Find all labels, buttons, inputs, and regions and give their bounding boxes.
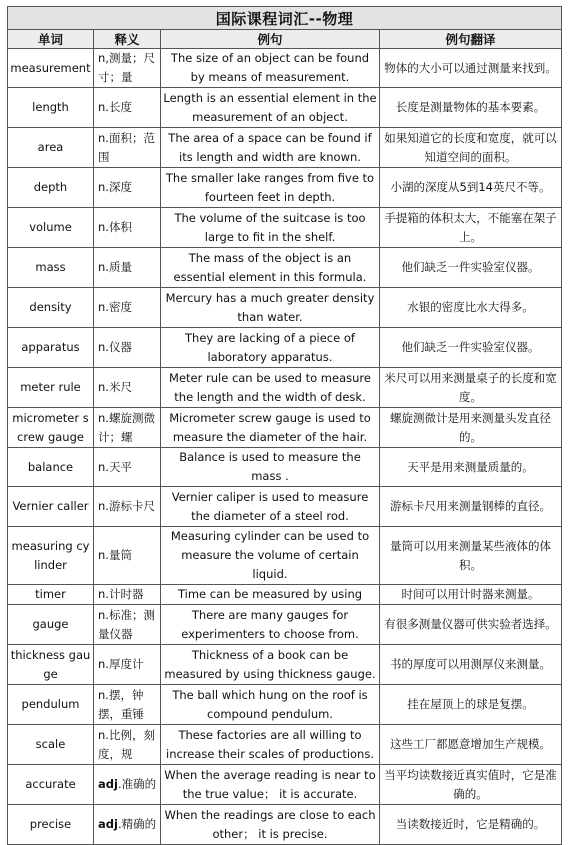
header-definition: 释义 — [94, 30, 161, 49]
word-cell: measuring cylinder — [8, 527, 94, 585]
definition-cell — [94, 128, 161, 168]
word-cell: density — [8, 288, 94, 328]
definition-cell — [94, 585, 161, 605]
sentence-cell: When the average reading is near to the true value； it is accurate. — [161, 765, 380, 805]
header-row — [8, 30, 562, 49]
definition-cell — [94, 49, 161, 88]
word-cell: mass — [8, 248, 94, 288]
part-of-speech: n — [98, 687, 106, 702]
definition-cell — [94, 448, 161, 487]
translation-cell: 米尺可以用来测量桌子的长度和宽度。 — [380, 368, 562, 408]
translation-cell: 他们缺乏一件实验室仪器。 — [380, 248, 562, 288]
translation-cell: 小湖的深度从5到14英尺不等。 — [380, 168, 562, 208]
sentence-cell: Balance is used to measure the mass . — [161, 448, 380, 487]
sentence-cell: Thickness of a book can be measured by using thickness gauge. — [161, 645, 380, 685]
translation-cell: 手提箱的体积太大，不能塞在架子上。 — [380, 208, 562, 248]
table-row — [8, 49, 562, 88]
sentence-cell: The mass of the object is an essential element in this formula. — [161, 248, 380, 288]
definition-cell — [94, 645, 161, 685]
word-cell: length — [8, 88, 94, 128]
table-row — [8, 685, 562, 725]
sentence-cell: When the readings are close to each other； it is precise. — [161, 805, 380, 845]
definition-text: .游标卡尺 — [105, 499, 155, 513]
part-of-speech: n — [98, 220, 106, 234]
table-row — [8, 645, 562, 685]
definition-text: .体积 — [105, 220, 132, 234]
table-row — [8, 288, 562, 328]
title-row — [8, 7, 562, 30]
definition-cell — [94, 408, 161, 448]
sentence-cell: The volume of the suitcase is too large to fit in the shelf. — [161, 208, 380, 248]
definition-cell — [94, 368, 161, 408]
part-of-speech: n — [98, 727, 106, 742]
table-row — [8, 88, 562, 128]
part-of-speech: n — [98, 548, 106, 562]
translation-cell: 当读数接近时，它是精确的。 — [380, 805, 562, 845]
definition-text: .准确的 — [117, 777, 157, 791]
definition-text: .密度 — [105, 300, 132, 314]
table-row — [8, 128, 562, 168]
part-of-speech: n — [98, 130, 106, 145]
definition-cell — [94, 725, 161, 765]
word-cell: scale — [8, 725, 94, 765]
word-cell: depth — [8, 168, 94, 208]
sentence-cell: Meter rule can be used to measure the length and the width of desk. — [161, 368, 380, 408]
table-row — [8, 585, 562, 605]
sentence-cell: Measuring cylinder can be used to measure the volume of certain liquid. — [161, 527, 380, 585]
definition-text: .计时器 — [105, 587, 144, 601]
definition-text: .精确的 — [117, 817, 157, 831]
part-of-speech: adj — [98, 817, 118, 831]
table-row — [8, 605, 562, 645]
translation-cell: 游标卡尺用来测量钢棒的直径。 — [380, 487, 562, 527]
translation-cell: 书的厚度可以用测厚仪来测量。 — [380, 645, 562, 685]
part-of-speech: n — [98, 300, 106, 314]
vocab-sheet — [7, 6, 561, 845]
translation-cell: 如果知道它的长度和宽度，就可以知道空间的面积。 — [380, 128, 562, 168]
translation-cell: 当平均读数接近真实值时，它是准确的。 — [380, 765, 562, 805]
part-of-speech: n — [98, 380, 106, 394]
definition-cell — [94, 765, 161, 805]
part-of-speech: n — [98, 607, 106, 622]
part-of-speech: n — [98, 499, 106, 513]
table-row — [8, 208, 562, 248]
translation-cell: 挂在屋顶上的球是复摆。 — [380, 685, 562, 725]
definition-cell — [94, 288, 161, 328]
table-row — [8, 487, 562, 527]
header-word: 单词 — [8, 30, 94, 49]
translation-cell: 这些工厂都愿意增加生产规模。 — [380, 725, 562, 765]
part-of-speech: n — [98, 260, 106, 274]
word-cell: thickness gauge — [8, 645, 94, 685]
word-cell: measurement — [8, 49, 94, 88]
definition-cell — [94, 527, 161, 585]
translation-cell: 物体的大小可以通过测量来找到。 — [380, 49, 562, 88]
sentence-cell: Vernier caliper is used to measure the diameter of a steel rod. — [161, 487, 380, 527]
definition-text: .天平 — [105, 459, 132, 474]
definition-text: .长度 — [105, 100, 132, 114]
word-cell: micrometer screw gauge — [8, 408, 94, 448]
definition-text: .仪器 — [105, 340, 132, 354]
sentence-cell: The smaller lake ranges from five to fourteen feet in depth. — [161, 168, 380, 208]
table-row — [8, 765, 562, 805]
definition-text: .面积；范围 — [98, 130, 155, 164]
definition-text: .米尺 — [105, 380, 132, 394]
vocab-table — [7, 6, 562, 845]
word-cell: apparatus — [8, 328, 94, 368]
part-of-speech: n — [98, 340, 106, 354]
translation-cell: 他们缺乏一件实验室仪器。 — [380, 328, 562, 368]
definition-text: .量筒 — [105, 548, 132, 562]
part-of-speech: n — [98, 587, 106, 601]
table-row — [8, 248, 562, 288]
definition-text: .比例，刻度，规 — [98, 727, 155, 761]
definition-cell — [94, 805, 161, 845]
part-of-speech: adj — [98, 777, 118, 791]
translation-cell: 时间可以用计时器来测量。 — [380, 585, 562, 605]
definition-cell — [94, 487, 161, 527]
part-of-speech: n — [98, 410, 106, 425]
table-row — [8, 368, 562, 408]
table-row — [8, 408, 562, 448]
definition-text: .质量 — [105, 260, 132, 274]
table-row — [8, 725, 562, 765]
definition-cell — [94, 208, 161, 248]
word-cell: accurate — [8, 765, 94, 805]
translation-cell: 有很多测量仪器可供实验者选择。 — [380, 605, 562, 645]
word-cell: precise — [8, 805, 94, 845]
word-cell: meter rule — [8, 368, 94, 408]
translation-cell: 天平是用来测量质量的。 — [380, 448, 562, 487]
part-of-speech: n — [98, 459, 106, 474]
definition-text: .深度 — [105, 180, 132, 194]
table-row — [8, 448, 562, 487]
definition-cell — [94, 605, 161, 645]
definition-text: .厚度计 — [105, 657, 144, 671]
sentence-cell: The ball which hung on the roof is compound pendulum. — [161, 685, 380, 725]
sentence-cell: These factories are all willing to increase their scales of productions. — [161, 725, 380, 765]
table-row — [8, 168, 562, 208]
definition-cell — [94, 248, 161, 288]
sentence-cell: There are many gauges for experimenters to choose from. — [161, 605, 380, 645]
sentence-cell: They are lacking of a piece of laboratory apparatus. — [161, 328, 380, 368]
word-cell: volume — [8, 208, 94, 248]
sentence-cell: Micrometer screw gauge is used to measure the diameter of the hair. — [161, 408, 380, 448]
translation-cell: 水银的密度比水大得多。 — [380, 288, 562, 328]
definition-cell — [94, 685, 161, 725]
translation-cell: 螺旋测微计是用来测量头发直径的。 — [380, 408, 562, 448]
word-cell: balance — [8, 448, 94, 487]
word-cell: pendulum — [8, 685, 94, 725]
sentence-cell: The size of an object can be found by means of measurement. — [161, 49, 380, 88]
translation-cell: 长度是测量物体的基本要素。 — [380, 88, 562, 128]
sentence-cell: Time can be measured by using — [161, 585, 380, 605]
part-of-speech: n — [98, 180, 106, 194]
sentence-cell: The area of a space can be found if its length and width are known. — [161, 128, 380, 168]
word-cell: area — [8, 128, 94, 168]
word-cell: Vernier caller — [8, 487, 94, 527]
sentence-cell: Mercury has a much greater density than water. — [161, 288, 380, 328]
table-title: 国际课程词汇--物理 — [8, 7, 562, 30]
definition-cell — [94, 328, 161, 368]
sentence-cell: Length is an essential element in the measurement of an object. — [161, 88, 380, 128]
definition-text: .螺旋测微计；螺 — [98, 410, 155, 444]
word-cell: gauge — [8, 605, 94, 645]
table-row — [8, 805, 562, 845]
definition-cell — [94, 168, 161, 208]
header-translation: 例句翻译 — [380, 30, 562, 49]
part-of-speech: n — [98, 51, 106, 65]
definition-text: ,测量；尺寸；量 — [98, 51, 155, 84]
part-of-speech: n — [98, 657, 106, 671]
table-row — [8, 527, 562, 585]
definition-cell — [94, 88, 161, 128]
header-sentence: 例句 — [161, 30, 380, 49]
word-cell: timer — [8, 585, 94, 605]
table-row — [8, 328, 562, 368]
translation-cell: 量筒可以用来测量某些液体的体积。 — [380, 527, 562, 585]
definition-text: .标准；测量仪器 — [98, 607, 155, 641]
part-of-speech: n — [98, 100, 106, 114]
definition-text: .摆，钟摆，重锤 — [98, 687, 144, 721]
